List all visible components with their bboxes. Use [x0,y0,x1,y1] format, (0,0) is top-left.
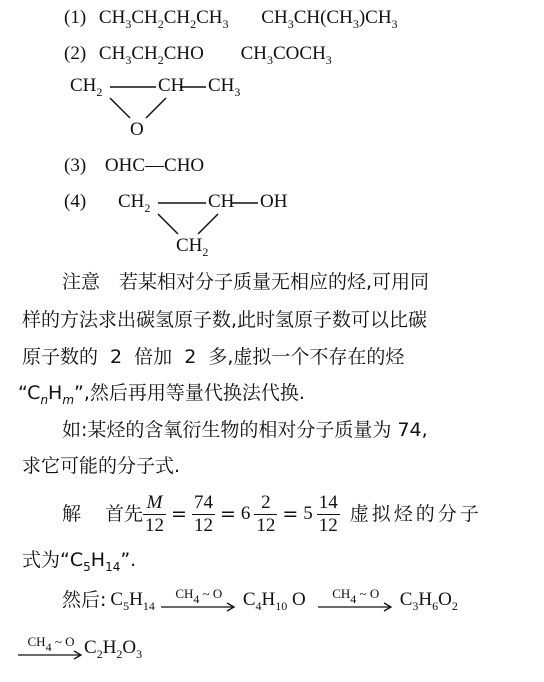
acetone-formula: $CH_3COCH_3$ [240,43,332,67]
fraction-14-over-12: $\frac{14}{12}$ [318,491,338,536]
arrow-2-label: $CH_4$ ~ O [332,586,380,606]
solution-label: 解 [62,503,82,525]
note-line-2: 样的方法求出碳氢原子数,此时氢原子数可以比碳 [22,309,428,331]
c5h14: $C_5H_{14}$ [110,589,155,613]
solution-line-2: 式为“$C_5H_{14}$”. [22,549,137,574]
epoxide-structure [70,74,260,142]
solution-tail: 虚拟烃的分子 [349,503,482,525]
epoxide-ch: CH [158,75,185,96]
propanal-formula: $CH_3CH_2CHO$ [98,43,204,67]
example-line-2: 求它可能的分子式. [22,455,181,477]
right-arrow-icon [161,602,237,612]
fraction-2-over-12: $\frac{2}{12}$ [256,491,276,536]
item4-number: (4) [64,191,87,212]
solution-first: 首先 [105,503,144,525]
arrow-1-label: $CH_4$ ~ O [175,586,223,606]
item2-line [64,42,332,66]
butane-formula: $CH_3CH_2CH_2CH_3$ [98,7,229,31]
conversion-arrow-2 [318,586,394,612]
note-line-3: 原子数的 2 倍加 2 多,虚拟一个不存在的烃 [22,346,405,368]
note-line-4: “$C_nH_m$”,然后再用等量代换法代换. [18,382,305,407]
cyclopropanol-ch2-left: $CH_2$ [118,191,151,215]
item1-number: (1) [64,7,87,28]
fraction-74-over-12: $\frac{74}{12}$ [193,491,213,536]
solution-line-1: 解 首先 $\frac{M}{12}$ = $\frac{74}{12}$ = 6 $\frac{2}{12}$ = 5 $\frac{14}{12}$ 虚拟烃的分子 [62,491,482,536]
c3h6o2: $C_3H_6O_2$ [399,589,458,613]
cyclopropanol-structure [118,190,308,258]
conversion-chain-line-2 [18,634,142,660]
fraction-m-over-12: $\frac{M}{12}$ [145,491,165,536]
c4h10o: $C_4H_{10}$ O [242,589,306,613]
arrow-3-label: $CH_4$ ~ O [27,634,75,654]
isobutane-formula: $CH_3CH(CH_3)CH_3$ [261,7,398,31]
item3-number: (3) [64,155,87,176]
item2-number: (2) [64,43,87,64]
glyoxal-formula: OHC—CHO [104,155,205,176]
note-line-1: 注意 若某相对分子质量无相应的烃,可用同 [62,271,430,293]
example-line-1: 如:某烃的含氧衍生物的相对分子质量为 74, [62,419,428,441]
right-arrow-icon [18,650,84,660]
conversion-arrow-3 [18,634,84,660]
cyclopropanol-ch: CH [208,191,235,212]
cyclopropanol-oh: OH [260,191,288,212]
c2h2o3: $C_2H_2O_3$ [84,637,143,661]
then-label: 然后: [62,589,107,611]
item3-line [64,154,204,178]
epoxide-ch2: $CH_2$ [70,75,103,99]
cyclopropanol-ch2-bottom: $CH_2$ [176,235,209,259]
conversion-chain-line-1 [62,586,458,612]
right-arrow-icon [318,602,394,612]
epoxide-oxygen: O [130,119,144,140]
epoxide-ch3: $CH_3$ [208,75,241,99]
item1-line [64,6,398,30]
conversion-arrow-1 [161,586,237,612]
